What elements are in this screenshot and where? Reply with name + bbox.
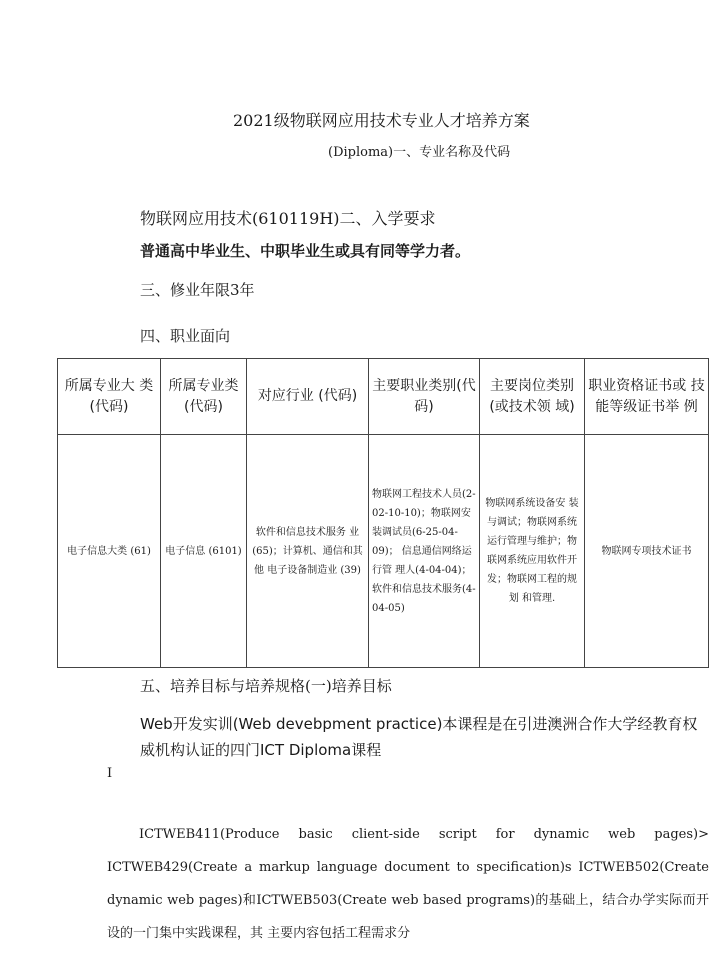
major-name-line: 物联网应用技术(610119H)二、入学要求	[140, 209, 436, 228]
table-header-row	[58, 359, 709, 435]
table-row	[58, 435, 709, 668]
course-paragraph: ICTWEB411(Produce basic client-side script for dynamic web pages)> ICTWEB429(Create a markup language document to specification)s ICTWEB502(Create dynamic web pages)和ICTWEB503(Create web based programs)的基础上，结合办学实际而开设的一门集中实践课程，其 主要内容包括工程需求分	[107, 827, 709, 941]
table-header-cell: 主要岗位类别(或技术领 域)	[480, 359, 585, 435]
table-header-cell: 对应行业 (代码)	[247, 359, 369, 435]
admission-requirement: 普通高中毕业生、中职毕业生或具有同等学力者。	[140, 242, 471, 260]
table-cell: 电子信息大类 (61)	[58, 435, 161, 668]
table-cell: 物联网工程技术人员(2-02-10-10)；物联网安装调试员(6-25-04-09)； 信息通信网络运行管 理人(4-04-04)； 软件和信息技术服务(4-04-05)	[369, 435, 480, 668]
table-header-cell: 所属专业类(代码)	[161, 359, 247, 435]
table-header-cell: 职业资格证书或 技能等级证书举 例	[585, 359, 709, 435]
goal-paragraph: Web开发实训(Web devebpment practice)本课程是在引进澳洲合作大学经教育权威机构认证的四门ICT Diploma课程	[140, 715, 698, 759]
document-title: 2021级物联网应用技术专业人才培养方案	[233, 111, 530, 130]
goal-heading: 五、培养目标与培养规格(一)培养目标	[140, 677, 392, 695]
stray-mark: I	[107, 766, 113, 781]
section-1-heading: (Diploma)一、专业名称及代码	[328, 145, 511, 160]
career-heading: 四、职业面向	[140, 327, 231, 345]
table-cell: 物联网专项技术证书	[585, 435, 709, 668]
table-header-cell: 所属专业大 类(代码)	[58, 359, 161, 435]
table-header-cell: 主要职业类别(代码)	[369, 359, 480, 435]
table-cell: 电子信息 (6101)	[161, 435, 247, 668]
table-cell: 物联网系统设备安 装与调试；物联网系统运行管理与维护；物联网系统应用软件开发；物联网工程的规划 和管理.	[480, 435, 585, 668]
career-table	[57, 358, 709, 668]
duration-heading: 三、修业年限3年	[140, 281, 255, 299]
table-cell: 软件和信息技术服务 业(65)；计算机、通信和其他 电子设备制造业 (39)	[247, 435, 369, 668]
